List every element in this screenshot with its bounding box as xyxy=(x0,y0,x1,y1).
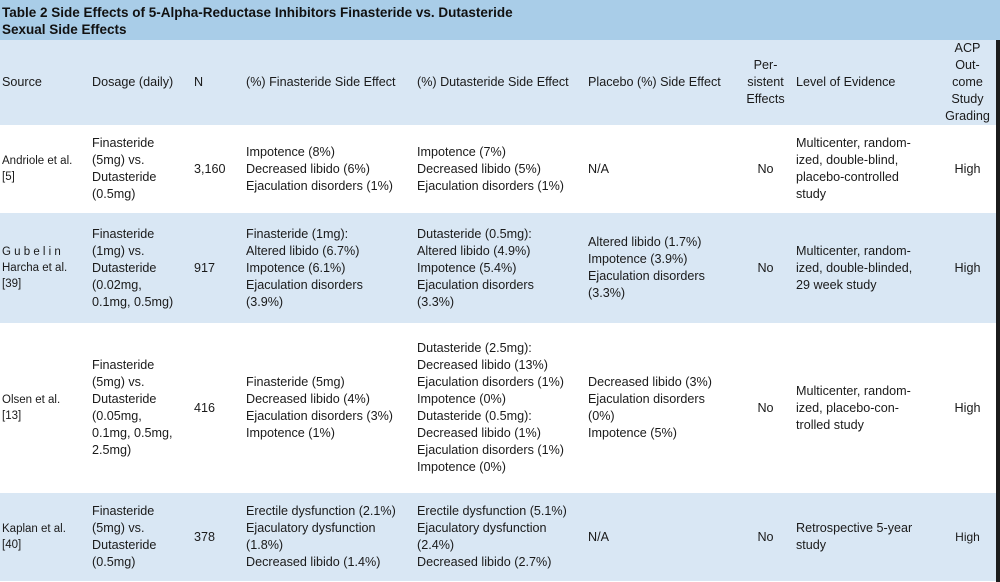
table-caption xyxy=(0,0,1000,40)
cell-n: 3,160 xyxy=(192,125,244,213)
effect-line: Ejaculation disorders xyxy=(417,277,534,292)
effect-line: Ejaculation disorders xyxy=(588,392,705,406)
effect-line: Ejaculation disorders (1%) xyxy=(417,443,564,457)
cell-source xyxy=(0,493,90,581)
effect-line: Altered libido (4.9%) xyxy=(417,243,531,258)
scroll-edge xyxy=(996,40,1000,582)
dosage-line: 0.1mg, 0.5mg, xyxy=(92,426,173,440)
effect-line: Impotence (0%) xyxy=(417,392,506,406)
header-finasteride: (%) Finasteride Side Effect xyxy=(244,40,415,125)
header-dutasteride: (%) Dutasteride Side Effect xyxy=(415,40,586,125)
header-n: N xyxy=(192,40,244,125)
cell-n: 378 xyxy=(192,493,244,581)
source-line: Olsen et al. xyxy=(2,394,61,406)
cell-dosage xyxy=(90,493,192,581)
source-line: Kaplan et al. xyxy=(2,523,66,535)
evidence-line: ized, placebo-con- xyxy=(796,400,899,415)
table-row xyxy=(0,125,1000,213)
dosage-line: Finasteride xyxy=(92,504,155,518)
dosage-line: Dutasteride xyxy=(92,392,157,406)
header-acp-line: come xyxy=(952,75,983,89)
effect-line: Decreased libido (2.7%) xyxy=(417,555,552,569)
header-evidence: Level of Evidence xyxy=(794,40,935,125)
effect-line: Impotence (5%) xyxy=(588,426,677,440)
cell-placebo xyxy=(586,125,737,213)
effect-line: Impotence (0%) xyxy=(417,460,506,474)
effect-line: Altered libido (6.7%) xyxy=(246,243,360,258)
evidence-line: placebo-controlled xyxy=(796,170,899,184)
effect-line: Decreased libido (6%) xyxy=(246,161,370,176)
header-persistent xyxy=(737,40,794,125)
effect-line: Erectile dysfunction (5.1%) xyxy=(417,504,567,518)
dosage-line: (5mg) vs. xyxy=(92,521,145,535)
effect-line: Ejaculatory dysfunction xyxy=(246,521,376,535)
evidence-line: ized, double-blind, xyxy=(796,153,899,167)
cell-source xyxy=(0,213,90,323)
effect-line: Impotence (6.1%) xyxy=(246,260,346,275)
cell-dosage xyxy=(90,323,192,493)
effect-line: Decreased libido (5%) xyxy=(417,161,541,176)
table-row xyxy=(0,323,1000,493)
effect-line: Impotence (8%) xyxy=(246,144,335,159)
effect-line: Ejaculation disorders (1%) xyxy=(246,178,393,193)
header-persistent-line: Effects xyxy=(746,92,785,106)
cell-finasteride xyxy=(244,125,415,213)
evidence-line: study xyxy=(796,538,827,552)
evidence-line: trolled study xyxy=(796,417,864,432)
dosage-line: Dutasteride xyxy=(92,170,157,184)
cell-evidence xyxy=(794,125,935,213)
effect-line: (0%) xyxy=(588,409,615,423)
source-line: G u b e l i n xyxy=(2,246,61,258)
evidence-line: Retrospective 5-year xyxy=(796,521,913,535)
cell-persistent: No xyxy=(737,493,794,581)
evidence-line: ized, double-blinded, xyxy=(796,260,913,275)
source-ref: [5] xyxy=(2,171,15,183)
effect-line: Ejaculation disorders (3%) xyxy=(246,409,393,423)
table-title: Table 2 Side Effects of 5-Alpha-Reductase Inhibitors Finasteride vs. Dutasteride xyxy=(2,5,513,20)
effect-line: (2.4%) xyxy=(417,538,455,552)
source-line: Harcha et al. xyxy=(2,262,68,274)
effect-line: Finasteride (1mg): xyxy=(246,226,349,241)
cell-placebo xyxy=(586,493,737,581)
header-source: Source xyxy=(0,40,90,125)
effect-line: Ejaculation disorders xyxy=(246,277,363,292)
effect-line: Impotence (7%) xyxy=(417,144,506,159)
effect-line: (1.8%) xyxy=(246,538,284,552)
cell-grading: High xyxy=(935,493,1000,581)
effect-line: Ejaculation disorders (1%) xyxy=(417,375,564,389)
dosage-line: (0.5mg) xyxy=(92,555,136,569)
effect-line: (3.3%) xyxy=(417,294,455,309)
cell-dutasteride xyxy=(415,125,586,213)
cell-source xyxy=(0,125,90,213)
dosage-line: Finasteride xyxy=(92,226,155,241)
dosage-line: Finasteride xyxy=(92,358,155,372)
effect-line: Ejaculation disorders xyxy=(588,269,705,283)
cell-evidence xyxy=(794,213,935,323)
evidence-line: study xyxy=(796,187,827,201)
source-ref: [39] xyxy=(2,278,22,290)
header-dosage: Dosage (daily) xyxy=(90,40,192,125)
effect-line: Decreased libido (4%) xyxy=(246,392,370,406)
header-acp-grading xyxy=(935,40,1000,125)
table-subtitle: Sexual Side Effects xyxy=(2,22,127,37)
dosage-line: Dutasteride xyxy=(92,260,157,275)
header-persistent-line: sistent xyxy=(747,75,784,89)
effect-line: (3.3%) xyxy=(588,286,626,300)
evidence-line: Multicenter, random- xyxy=(796,243,911,258)
cell-persistent: No xyxy=(737,213,794,323)
cell-finasteride xyxy=(244,213,415,323)
effect-line: Dutasteride (2.5mg): xyxy=(417,341,532,355)
cell-persistent: No xyxy=(737,125,794,213)
dosage-line: (5mg) vs. xyxy=(92,153,145,167)
cell-dosage xyxy=(90,213,192,323)
header-acp-line: ACP xyxy=(954,41,981,55)
header-row xyxy=(0,40,1000,125)
effect-line: Decreased libido (1%) xyxy=(417,426,541,440)
evidence-line: Multicenter, random- xyxy=(796,383,911,398)
cell-dutasteride xyxy=(415,323,586,493)
cell-finasteride xyxy=(244,493,415,581)
header-acp-line: Out- xyxy=(955,58,980,72)
header-persistent-line: Per- xyxy=(753,58,778,72)
effect-line: N/A xyxy=(588,529,609,544)
effect-line: Impotence (3.9%) xyxy=(588,252,688,266)
table-row xyxy=(0,493,1000,581)
dosage-line: (0.5mg) xyxy=(92,187,136,201)
evidence-line: 29 week study xyxy=(796,277,877,292)
cell-dosage xyxy=(90,125,192,213)
dosage-line: 2.5mg) xyxy=(92,443,132,457)
effect-line: (3.9%) xyxy=(246,294,284,309)
effect-line: Decreased libido (13%) xyxy=(417,358,548,372)
dosage-line: (0.02mg, xyxy=(92,277,142,292)
header-acp-line: Grading xyxy=(945,109,990,123)
effect-line: Dutasteride (0.5mg): xyxy=(417,226,532,241)
effect-line: Erectile dysfunction (2.1%) xyxy=(246,504,396,518)
source-line: Andriole et al. xyxy=(2,155,73,167)
effect-line: Altered libido (1.7%) xyxy=(588,235,702,249)
effect-line: Dutasteride (0.5mg): xyxy=(417,409,532,423)
cell-n: 416 xyxy=(192,323,244,493)
effect-line: Finasteride (5mg) xyxy=(246,375,345,389)
effect-line: Ejaculation disorders (1%) xyxy=(417,178,564,193)
cell-placebo xyxy=(586,323,737,493)
cell-grading: High xyxy=(935,213,1000,323)
cell-evidence xyxy=(794,323,935,493)
cell-dutasteride xyxy=(415,493,586,581)
effect-line: Decreased libido (3%) xyxy=(588,375,712,389)
cell-grading: High xyxy=(935,323,1000,493)
side-effects-table xyxy=(0,40,1000,581)
dosage-line: (5mg) vs. xyxy=(92,375,145,389)
header-placebo: Placebo (%) Side Effect xyxy=(586,40,737,125)
dosage-line: 0.1mg, 0.5mg) xyxy=(92,294,174,309)
source-ref: [13] xyxy=(2,410,22,422)
effect-line: Impotence (5.4%) xyxy=(417,260,517,275)
table-row xyxy=(0,213,1000,323)
cell-source xyxy=(0,323,90,493)
cell-grading: High xyxy=(935,125,1000,213)
effect-line: Decreased libido (1.4%) xyxy=(246,555,381,569)
cell-dutasteride xyxy=(415,213,586,323)
dosage-line: Dutasteride xyxy=(92,538,157,552)
dosage-line: (0.05mg, xyxy=(92,409,142,423)
cell-evidence xyxy=(794,493,935,581)
cell-placebo xyxy=(586,213,737,323)
cell-n: 917 xyxy=(192,213,244,323)
cell-finasteride xyxy=(244,323,415,493)
cell-persistent: No xyxy=(737,323,794,493)
evidence-line: Multicenter, random- xyxy=(796,136,911,150)
effect-line: N/A xyxy=(588,161,609,176)
source-ref: [40] xyxy=(2,539,22,551)
effect-line: Impotence (1%) xyxy=(246,426,335,440)
effect-line: Ejaculatory dysfunction xyxy=(417,521,547,535)
dosage-line: (1mg) vs. xyxy=(92,243,145,258)
header-acp-line: Study xyxy=(951,92,984,106)
dosage-line: Finasteride xyxy=(92,136,155,150)
